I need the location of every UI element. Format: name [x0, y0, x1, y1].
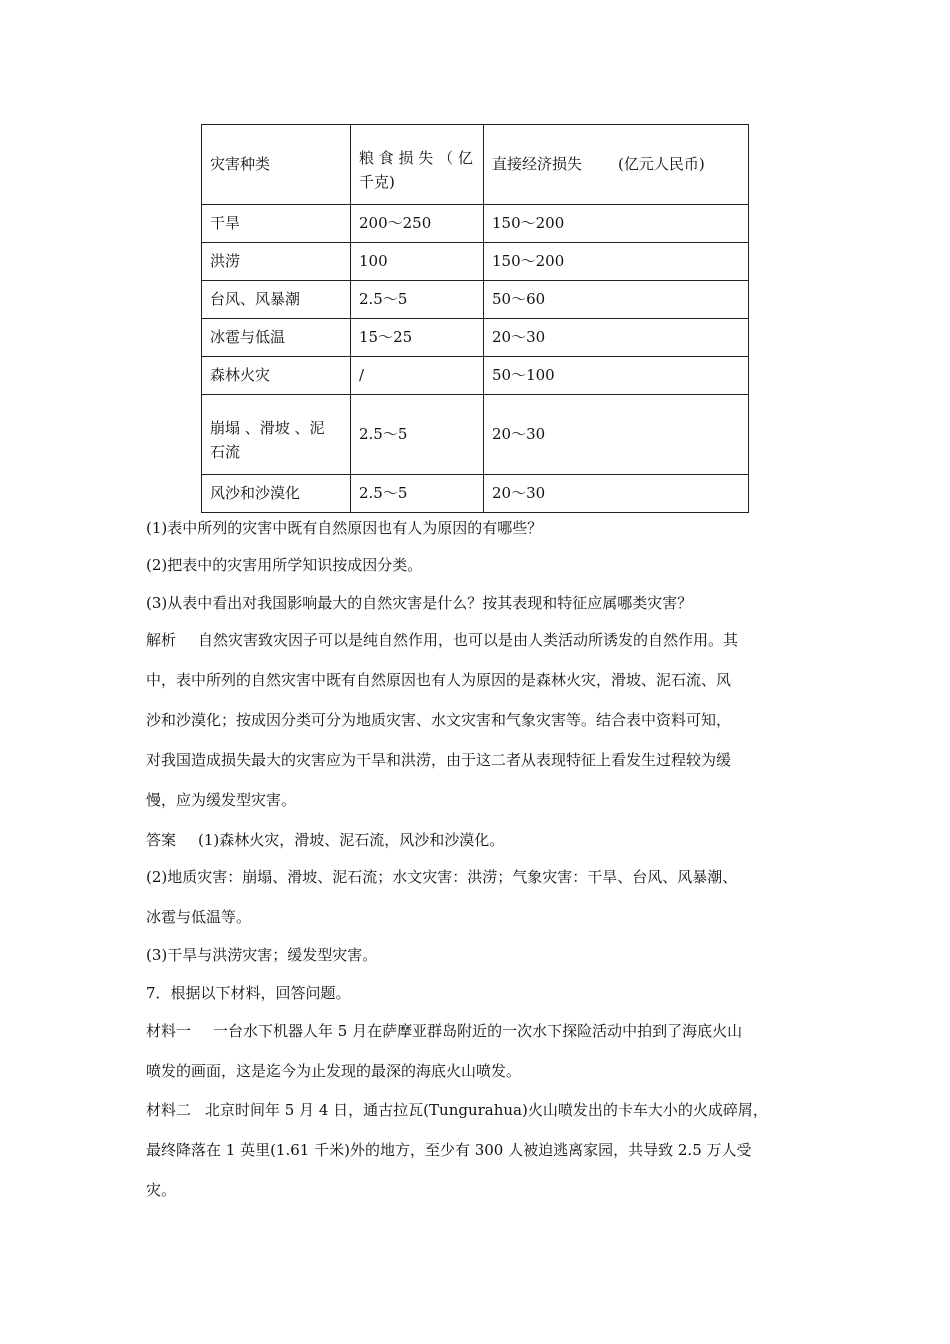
analysis-line-5: 慢，应为缓发型灾害。	[146, 791, 297, 809]
table-row	[202, 319, 749, 357]
answer-2-line-1: (2)地质灾害：崩塌、滑坡、泥石流；水文灾害：洪涝；气象灾害：干旱、台风、风暴潮、	[146, 868, 738, 886]
table-row	[202, 357, 749, 395]
question-2: (2)把表中的灾害用所学知识按成因分类。	[146, 556, 423, 574]
table-row	[202, 205, 749, 243]
material-1-line-1	[146, 1021, 742, 1041]
table-row	[202, 243, 749, 281]
analysis-line-2: 中，表中所列的自然灾害中既有自然原因也有人为原因的是森林火灾，滑坡、泥石流、风	[146, 671, 732, 689]
cell-economic: 20～30	[484, 319, 749, 357]
disaster-loss-table	[201, 124, 749, 513]
table-header-row	[202, 125, 749, 205]
table-row	[202, 395, 749, 475]
material-2-line-1	[146, 1100, 768, 1120]
analysis-line-3: 沙和沙漠化；按成因分类可分为地质灾害、水文灾害和气象灾害等。结合表中资料可知，	[146, 711, 732, 729]
cell-type-line2: 石流	[210, 442, 241, 461]
analysis-line-4: 对我国造成损失最大的灾害应为干旱和洪涝，由于这二者从表现特征上看发生过程较为缓	[146, 751, 732, 769]
cell-type-line1: 崩塌 、滑坡 、泥	[210, 418, 325, 437]
cell-economic: 150～200	[484, 205, 749, 243]
cell-type: 风沙和沙漠化	[202, 475, 351, 513]
header-economic-loss	[484, 125, 749, 205]
answer-2-line-2: 冰雹与低温等。	[146, 908, 252, 926]
material-1-line-2: 喷发的画面，这是迄今为止发现的最深的海底火山喷发。	[146, 1062, 522, 1080]
cell-economic: 20～30	[484, 475, 749, 513]
material-2-label: 材料二	[146, 1101, 192, 1119]
table-row	[202, 281, 749, 319]
cell-type: 森林火灾	[202, 357, 351, 395]
header-disaster-type: 灾害种类	[202, 125, 351, 205]
header-grain-loss-line2: 千克)	[359, 172, 395, 191]
cell-type: 干旱	[202, 205, 351, 243]
material-2-line-3: 灾。	[146, 1181, 177, 1199]
header-grain-loss-line1: 粮 食 损 失 （ 亿	[359, 148, 473, 167]
cell-economic: 150～200	[484, 243, 749, 281]
cell-grain: 2.5～5	[351, 281, 484, 319]
cell-economic: 50～60	[484, 281, 749, 319]
analysis-line-1	[146, 630, 738, 650]
cell-type: 台风、风暴潮	[202, 281, 351, 319]
answer-1: (1)森林火灾，滑坡、泥石流，风沙和沙漠化。	[198, 831, 505, 849]
cell-type	[202, 395, 351, 475]
cell-economic: 50～100	[484, 357, 749, 395]
cell-grain: 2.5～5	[351, 395, 484, 475]
cell-economic: 20～30	[484, 395, 749, 475]
header-economic-loss-unit: (亿元人民币)	[618, 155, 705, 173]
cell-type: 洪涝	[202, 243, 351, 281]
analysis-label: 解析	[146, 631, 177, 649]
material-1-label: 材料一	[146, 1022, 192, 1040]
question-1: (1)表中所列的灾害中既有自然原因也有人为原因的有哪些？	[146, 519, 543, 537]
answer-3: (3)干旱与洪涝灾害；缓发型灾害。	[146, 946, 378, 964]
cell-grain: 200～250	[351, 205, 484, 243]
cell-type: 冰雹与低温	[202, 319, 351, 357]
cell-grain: /	[351, 357, 484, 395]
question-3: (3)从表中看出对我国影响最大的自然灾害是什么？按其表现和特征应属哪类灾害？	[146, 594, 693, 612]
question-7-title: 7．根据以下材料，回答问题。	[146, 984, 351, 1002]
material-1-text-1: 一台水下机器人年 5 月在萨摩亚群岛附近的一次水下探险活动中拍到了海底火山	[213, 1022, 743, 1040]
table-row	[202, 475, 749, 513]
answer-line-1	[146, 830, 504, 850]
header-economic-loss-label: 直接经济损失	[492, 155, 583, 173]
answer-label: 答案	[146, 831, 177, 849]
cell-grain: 100	[351, 243, 484, 281]
header-grain-loss	[351, 125, 484, 205]
analysis-text-1: 自然灾害致灾因子可以是纯自然作用，也可以是由人类活动所诱发的自然作用。其	[198, 631, 739, 649]
material-2-line-2: 最终降落在 1 英里(1.61 千米)外的地方，至少有 300 人被迫逃离家园，共导致 2.5 万人受	[146, 1141, 752, 1159]
cell-grain: 2.5～5	[351, 475, 484, 513]
material-2-text-1: 北京时间年 5 月 4 日，通古拉瓦(Tungurahua)火山喷发出的卡车大小的火成碎屑，	[205, 1101, 768, 1119]
cell-grain: 15～25	[351, 319, 484, 357]
